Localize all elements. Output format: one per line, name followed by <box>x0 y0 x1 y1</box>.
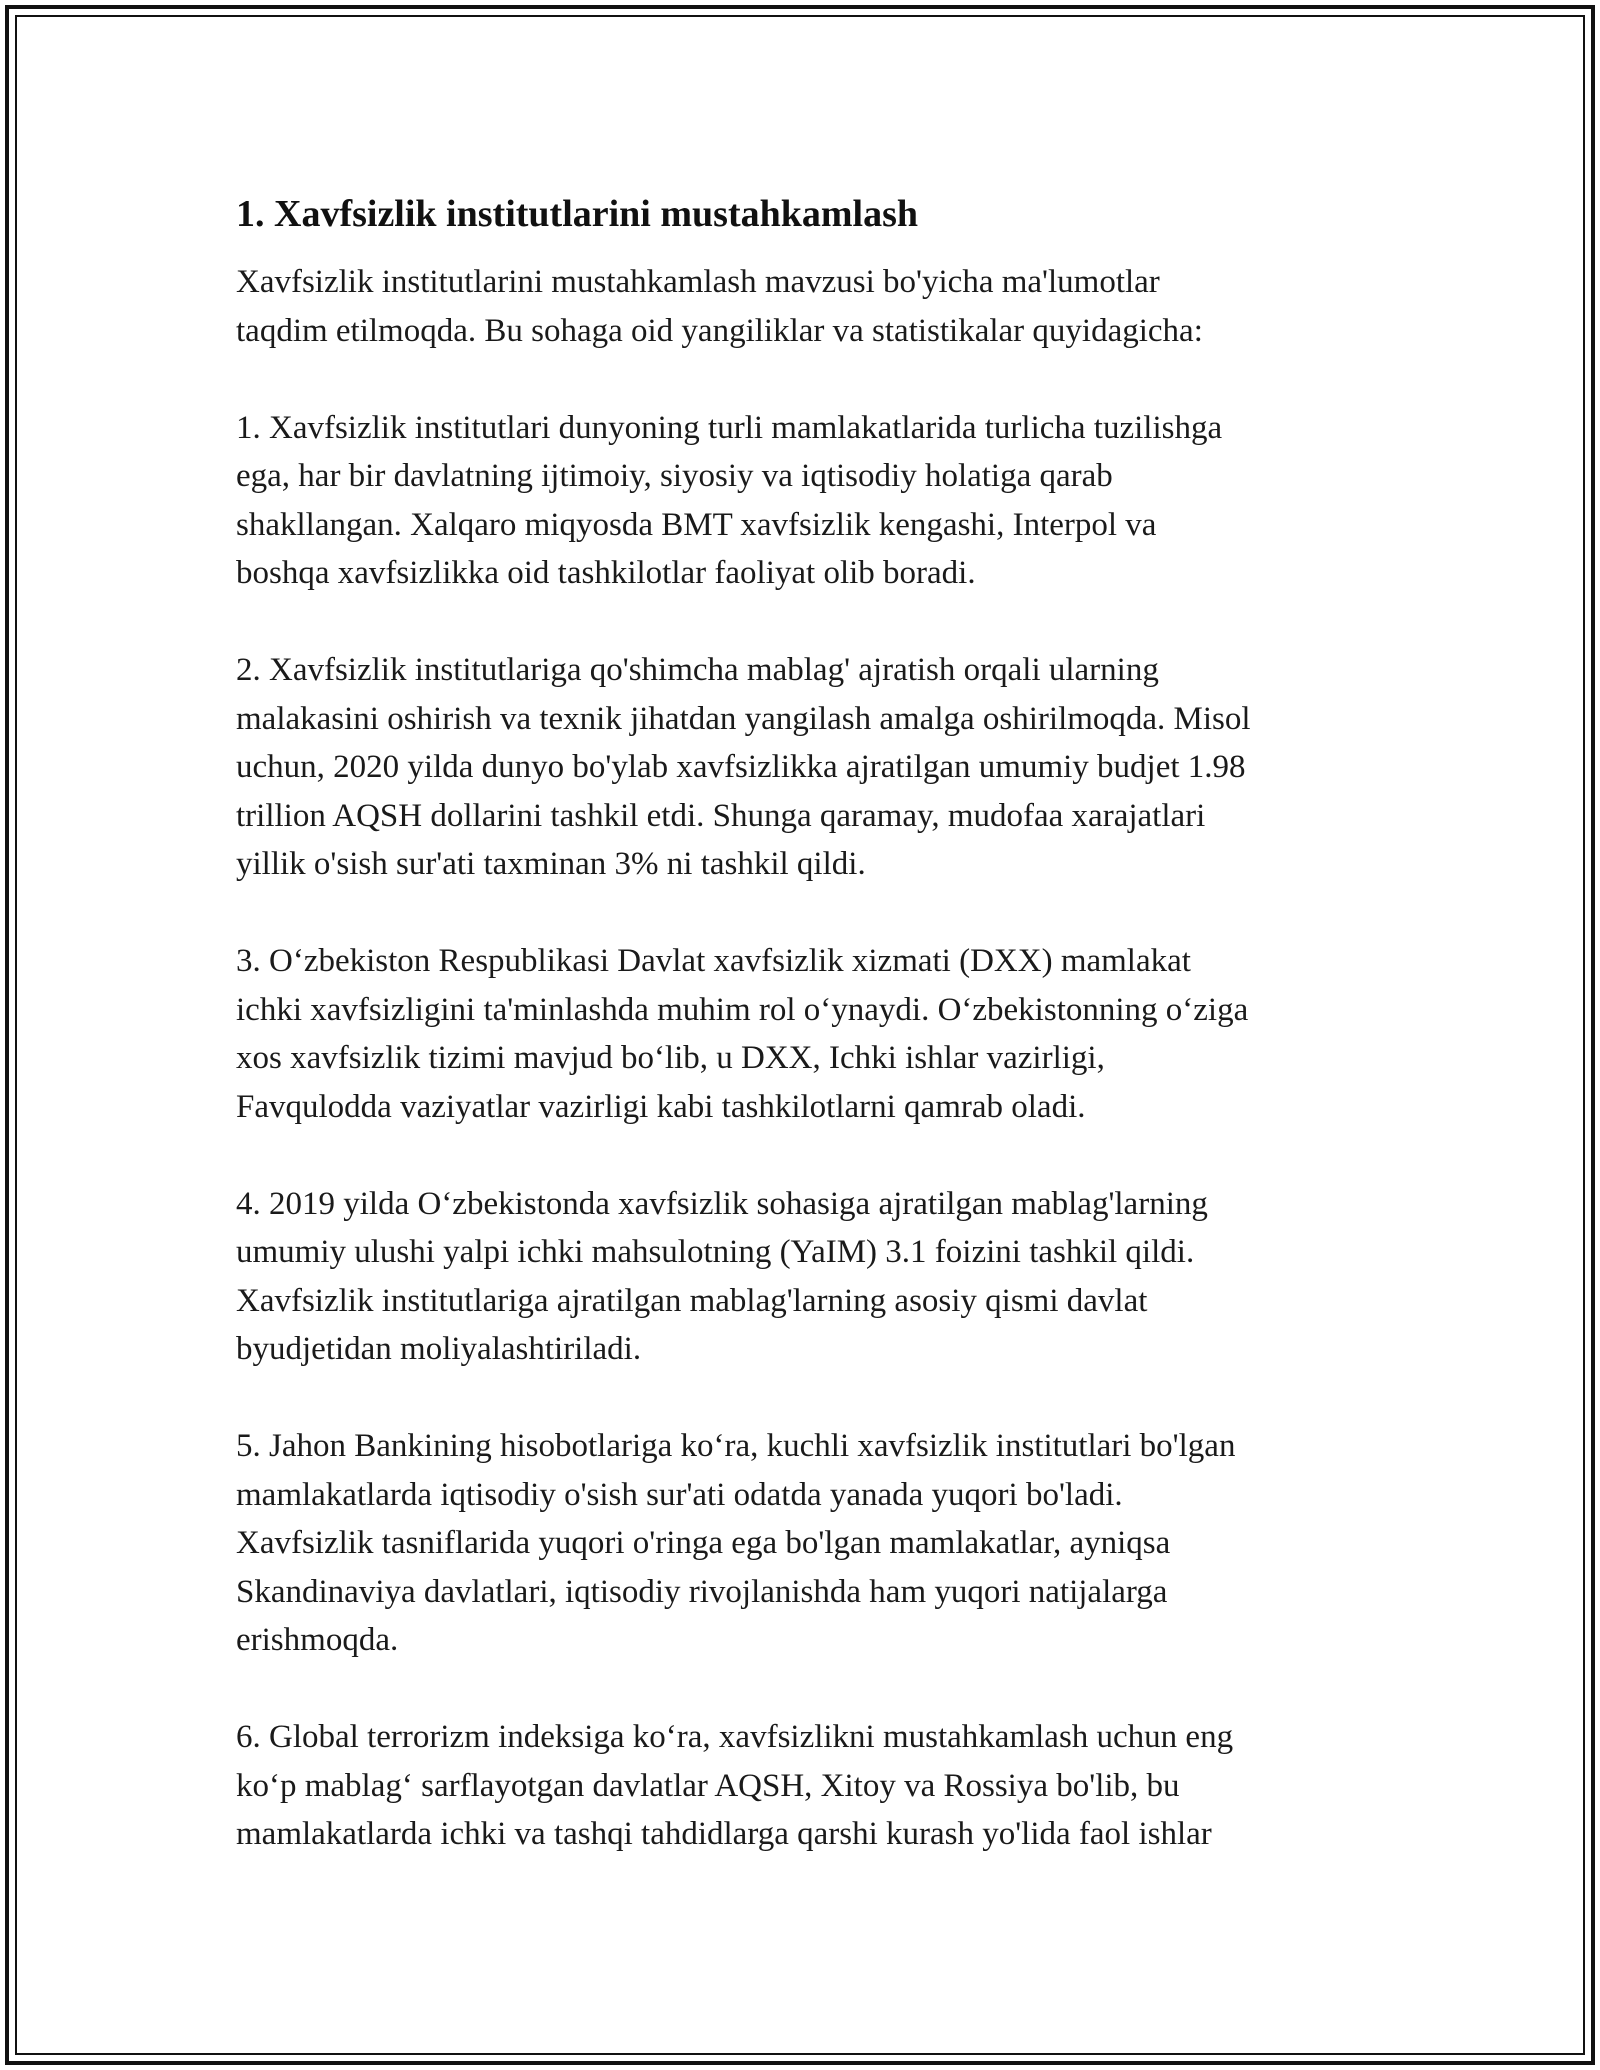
text-line: xos xavfsizlik tizimi mavjud bo‘lib, u DXX, Ichki ishlar vazirligi, <box>236 1040 1105 1076</box>
intro-line: Xavfsizlik institutlarini mustahkamlash mavzusi bo'yicha ma'lumotlar <box>236 264 1160 300</box>
list-item-3 <box>236 937 1376 1131</box>
text-line: boshqa xavfsizlikka oid tashkilotlar faoliyat olib boradi. <box>236 555 976 591</box>
list-item-6 <box>236 1713 1376 1859</box>
list-item-2 <box>236 646 1376 889</box>
text-line: 1. Xavfsizlik institutlari dunyoning turli mamlakatlarida turlicha tuzilishga <box>236 409 1223 446</box>
text-line: shakllangan. Xalqaro miqyosda BMT xavfsizlik kengashi, Interpol va <box>236 506 1157 543</box>
text-line: trillion AQSH dollarini tashkil etdi. Shunga qaramay, mudofaa xarajatlari <box>236 797 1206 834</box>
text-line: Xavfsizlik tasniflarida yuqori o'ringa ega bo'lgan mamlakatlar, ayniqsa <box>236 1525 1171 1561</box>
text-line: 6. Global terrorizm indeksiga ko‘ra, xavfsizlikni mustahkamlash uchun eng <box>236 1719 1234 1755</box>
document-page <box>236 186 1376 1859</box>
text-line: 3. O‘zbekiston Respublikasi Davlat xavfsizlik xizmati (DXX) mamlakat <box>236 943 1191 979</box>
text-line: Skandinaviya davlatlari, iqtisodiy rivojlanishda ham yuqori natijalarga <box>236 1573 1168 1610</box>
text-line: uchun, 2020 yilda dunyo bo'ylab xavfsizlikka ajratilgan umumiy budjet 1.98 <box>236 749 1246 785</box>
list-item-1 <box>236 404 1376 598</box>
list-item-5 <box>236 1422 1376 1665</box>
text-line: erishmoqda. <box>236 1622 399 1658</box>
text-line: 2. Xavfsizlik institutlariga qo'shimcha mablag' ajratish orqali ularning <box>236 652 1159 688</box>
text-line: yillik o'sish sur'ati taxminan 3% ni tashkil qildi. <box>236 846 866 882</box>
text-line: 5. Jahon Bankining hisobotlariga ko‘ra, kuchli xavfsizlik institutlari bo'lgan <box>236 1428 1236 1464</box>
text-line: ko‘p mablag‘ sarflayotgan davlatlar AQSH, Xitoy va Rossiya bo'lib, bu <box>236 1767 1180 1804</box>
text-line: 4. 2019 yilda O‘zbekistonda xavfsizlik sohasiga ajratilgan mablag'larning <box>236 1185 1208 1222</box>
intro-line: taqdim etilmoqda. Bu sohaga oid yangiliklar va statistikalar quyidagicha: <box>236 312 1203 349</box>
text-line: ega, har bir davlatning ijtimoiy, siyosiy va iqtisodiy holatiga qarab <box>236 458 1113 494</box>
text-line: byudjetidan moliyalashtiriladi. <box>236 1331 642 1367</box>
text-line: ichki xavfsizligini ta'minlashda muhim rol o‘ynaydi. O‘zbekistonning o‘ziga <box>236 991 1249 1028</box>
text-line: umumiy ulushi yalpi ichki mahsulotning (YaIM) 3.1 foizini tashkil qildi. <box>236 1234 1195 1270</box>
text-line: Xavfsizlik institutlariga ajratilgan mablag'larning asosiy qismi davlat <box>236 1282 1148 1319</box>
text-line: mamlakatlarda ichki va tashqi tahdidlarga qarshi kurash yo'lida faol ishlar <box>236 1816 1212 1852</box>
list-item-4 <box>236 1180 1376 1374</box>
intro-paragraph <box>236 258 1376 355</box>
text-line: malakasini oshirish va texnik jihatdan yangilash amalga oshirilmoqda. Misol <box>236 700 1251 737</box>
text-line: Favqulodda vaziyatlar vazirligi kabi tashkilotlarni qamrab oladi. <box>236 1088 1086 1125</box>
text-line: mamlakatlarda iqtisodiy o'sish sur'ati odatda yanada yuqori bo'ladi. <box>236 1476 1123 1513</box>
document-title: 1. Xavfsizlik institutlarini mustahkamlash <box>236 193 918 235</box>
